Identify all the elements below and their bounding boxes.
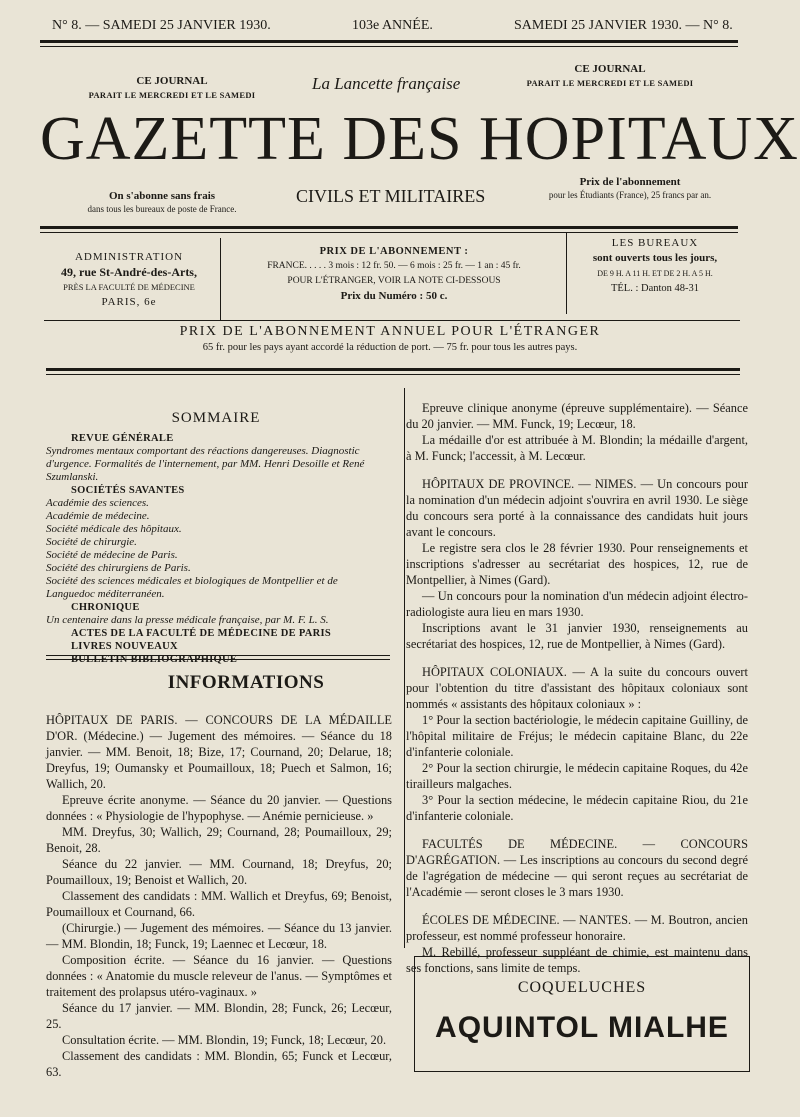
info-paragraph: Séance du 17 janvier. — MM. Blondin, 28; Funck, 26; Lecœur, 25. [46, 1001, 392, 1031]
administration-box: ADMINISTRATION 49, rue St-André-des-Arts, PRÈS LA FACULTÉ DE MÉDECINE PARIS, 6e [61, 251, 197, 308]
info-paragraph: — Un concours pour la nomination d'un médecin adjoint électro-radiologiste aura lieu en mars 1930. [406, 589, 748, 619]
rule-band-top [40, 226, 738, 229]
issue-number-right: SAMEDI 25 JANVIER 1930. — N° 8. [514, 18, 733, 33]
sommaire-entry: Académie des sciences. [46, 497, 149, 509]
informations-title: INFORMATIONS [167, 672, 325, 693]
info-paragraph: 2° Pour la section chirurgie, le médecin capitaine Roques, du 42e tirailleurs malgaches. [406, 761, 748, 791]
sommaire-entry: Société de chirurgie. [46, 536, 137, 548]
rule-band-bottom [46, 368, 740, 371]
rule-top-thin [40, 46, 738, 47]
advert-line-1: COQUELUCHES [517, 979, 647, 996]
abonnement-free: On s'abonne sans frais dans tous les bureaux de poste de France. [87, 190, 237, 214]
rule-top [40, 40, 738, 43]
info-paragraph: Epreuve écrite anonyme. — Séance du 20 janvier. — Questions données : « Physiologie de l'hypophyse. — Anémie pernicieuse. » [46, 793, 392, 823]
sommaire-entry: Syndromes mentaux comportant des réactions dangereuses. Diagnostic d'urgence. Formalités de l'internement, par MM. Henri Desoille et René Szumlanski. [46, 445, 365, 483]
sommaire-section: CHRONIQUE [71, 602, 140, 613]
sommaire-section: REVUE GÉNÉRALE [71, 433, 174, 444]
band-divider-2 [566, 232, 567, 314]
info-paragraph: Inscriptions avant le 31 janvier 1930, renseignements au secrétariat des hospices, 12, rue de Montpellier, à Nimes (Gard). [406, 621, 748, 651]
advert-line-2: AQUINTOL MIALHE [435, 1011, 729, 1044]
prix-abonnement-box: PRIX DE L'ABONNEMENT : FRANCE. . . . . 3 mois : 12 fr. 50. — 6 mois : 25 fr. — 1 an : 45 fr. POUR L'ÉTRANGER, VOIR LA NOTE CI-DESSOUS Prix du Numéro : 50 c. [267, 246, 521, 302]
info-paragraph: Le registre sera clos le 28 février 1930. Pour renseignements et inscriptions s'adresser au secrétariat des hospices, 12, rue de Montpellier, à Nimes (Gard). [406, 541, 748, 587]
sommaire-entry: Société médicale des hôpitaux. [46, 523, 182, 535]
sommaire-entry: Société des sciences médicales et biologiques de Montpellier et de Languedoc méditerranéen. [46, 575, 338, 600]
issue-number-left: N° 8. — SAMEDI 25 JANVIER 1930. [52, 18, 271, 33]
info-paragraph: FACULTÉS DE MÉDECINE. — CONCOURS D'AGRÉGATION. — Les inscriptions au concours du second degré de l'agrégation de médecine — qui seront reçues au secrétariat de l'Académie — seront closes le 3 mars 1930. [406, 837, 748, 899]
sommaire-title: SOMMAIRE [171, 410, 261, 426]
abonnement-students: Prix de l'abonnement pour les Étudiants (France), 25 francs par an. [548, 176, 712, 200]
info-paragraph: Epreuve clinique anonyme (épreuve supplémentaire). — Séance du 20 janvier. — MM. Funck, 19; Lecœur, 18. [406, 401, 748, 431]
sommaire-list [46, 432, 386, 666]
info-paragraph: 1° Pour la section bactériologie, le médecin capitaine Guilliny, de l'hôpital militaire de Fréjus; le médecin capitaine Blanc, du 22e d'infanterie coloniale. [406, 713, 748, 759]
band-divider-1 [220, 238, 221, 320]
rule-band-bottom-thin [46, 374, 740, 375]
informations-right-column [406, 400, 748, 976]
sommaire-entry: Académie de médecine. [46, 510, 150, 522]
rule-band-top-thin [40, 232, 738, 233]
page-title: GAZETTE DES HOPITAUX [40, 105, 799, 173]
info-paragraph: MM. Dreyfus, 30; Wallich, 29; Cournand, 28; Poumailloux, 29; Benoit, 28. [46, 825, 392, 855]
info-paragraph: 3° Pour la section médecine, le médecin capitaine Riou, du 21e d'infanterie coloniale. [406, 793, 748, 823]
info-paragraph: La médaille d'or est attribuée à M. Blondin; la médaille d'argent, à M. Funck; l'accessit, à M. Lecœur. [406, 433, 748, 463]
info-paragraph: Consultation écrite. — MM. Blondin, 19; Funck, 18; Lecœur, 20. [62, 1033, 387, 1047]
page-subtitle: CIVILS ET MILITAIRES [296, 186, 486, 206]
annual-price-detail: 65 fr. pour les pays ayant accordé la réduction de port. — 75 fr. pour tous les autres pays. [202, 342, 578, 353]
sommaire-entry: Société des chirurgiens de Paris. [46, 562, 191, 574]
info-paragraph: HÔPITAUX DE PARIS. — CONCOURS DE LA MÉDAILLE D'OR. (Médecine.) — Jugement des mémoires. — Séance du 18 janvier. — MM. Benoit, 18; Bize, 17; Cournand, 20; Delarue, 18; Dreyfus, 19; Oumansky et Poumailloux, 18; Puech et Salmon, 16; Wallich, 20. [46, 713, 392, 791]
sommaire-section: ACTES DE LA FACULTÉ DE MÉDECINE DE PARIS [71, 628, 332, 639]
rule-sommaire-1 [46, 655, 390, 656]
info-paragraph: (Chirurgie.) — Jugement des mémoires. — Séance du 13 janvier. — MM. Blondin, 18; Funck, 19; Laennec et Lecœur, 18. [46, 921, 392, 951]
sommaire-section: SOCIÉTÉS SAVANTES [71, 485, 185, 496]
info-paragraph: HÔPITAUX COLONIAUX. — A la suite du concours ouvert pour l'obtention du titre d'assistant des hôpitaux coloniaux sont nommés « assistants des hôpitaux coloniaux » : [406, 665, 748, 711]
advert-box [414, 956, 750, 1072]
rule-band-mid [44, 320, 740, 321]
info-paragraph: Composition écrite. — Séance du 16 janvier. — Questions données : « Anatomie du muscle releveur de l'anus. — Symptômes et traitement des prolapsus utéro-vaginaux. » [46, 953, 392, 999]
sommaire-entry: Société de médecine de Paris. [46, 549, 178, 561]
rule-sommaire-2 [46, 659, 390, 660]
ce-journal-right: CE JOURNAL PARAIT LE MERCREDI ET LE SAMEDI [526, 63, 694, 88]
year-label: 103e ANNÉE. [352, 18, 433, 33]
column-divider [404, 388, 405, 948]
info-paragraph: Séance du 22 janvier. — MM. Cournand, 18; Dreyfus, 20; Poumailloux, 19; Benoist et Wallich, 20. [46, 857, 392, 887]
info-paragraph: Classement des candidats : MM. Blondin, 65; Funck et Lecœur, 63. [46, 1049, 392, 1079]
annual-price-title: PRIX DE L'ABONNEMENT ANNUEL POUR L'ÉTRANGER [179, 324, 601, 339]
info-paragraph: M. Rebillé, professeur suppléant de chimie, est maintenu dans ses fonctions, sans limite de temps. [406, 945, 748, 975]
informations-left-column [46, 712, 392, 1080]
lancette-subtitle: La Lancette française [312, 74, 461, 93]
sommaire-section: LIVRES NOUVEAUX [71, 641, 178, 652]
sommaire-entry: Un centenaire dans la presse médicale française, par M. F. L. S. [46, 614, 329, 626]
info-paragraph: Classement des candidats : MM. Wallich et Dreyfus, 69; Benoist, Poumailloux et Cournand, 66. [46, 889, 392, 919]
info-paragraph: HÔPITAUX DE PROVINCE. — NIMES. — Un concours pour la nomination d'un médecin adjoint s'ouvrira en avril 1930. Le siège du concours sera porté à la connaissance des candidats huit jours avant le concours. [406, 477, 748, 539]
ce-journal-left: CE JOURNAL PARAIT LE MERCREDI ET LE SAMEDI [88, 75, 256, 100]
bureaux-box: LES BUREAUX sont ouverts tous les jours, DE 9 H. A 11 H. ET DE 2 H. A 5 H. TÉL. : Danton 48-31 [592, 237, 718, 294]
info-paragraph: ÉCOLES DE MÉDECINE. — NANTES. — M. Boutron, ancien professeur, est nommé professeur honoraire. [406, 913, 748, 943]
